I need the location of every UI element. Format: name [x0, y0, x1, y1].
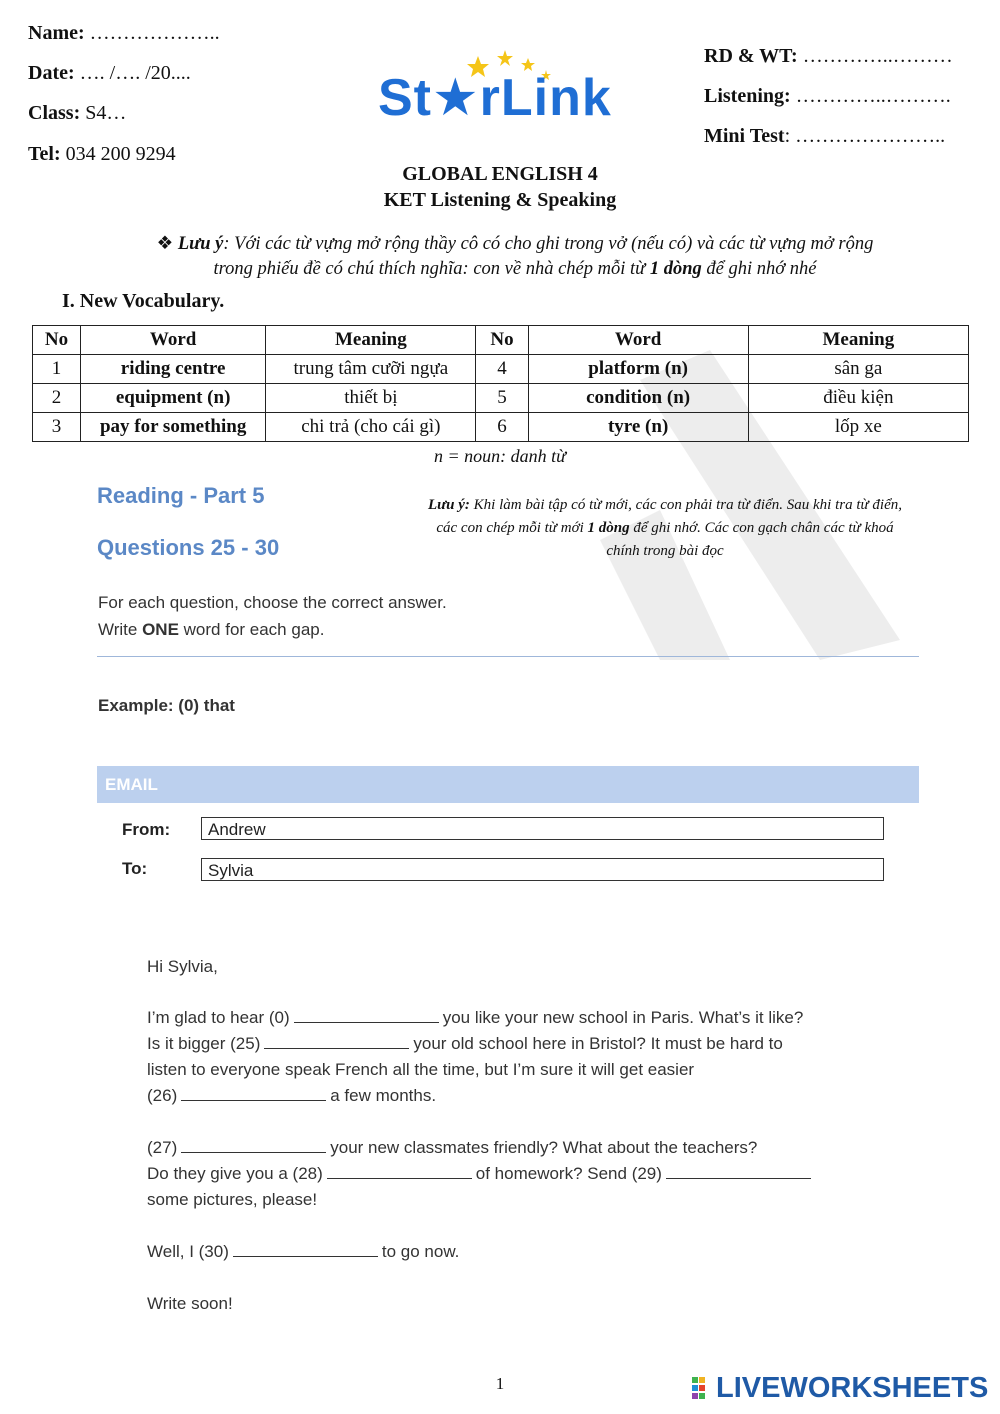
email-paragraph-3 — [147, 1239, 459, 1265]
minitest-line — [704, 125, 945, 148]
text-run: I’m glad to hear (0) — [147, 1008, 290, 1027]
instruction-text-c: word for each gap. — [178, 620, 325, 639]
reading-note-line-2 — [395, 517, 935, 540]
col-header: Meaning — [748, 326, 968, 355]
note-label: Lưu ý — [177, 234, 224, 254]
email-closing: Write soon! — [147, 1294, 233, 1313]
note-text-1: : Với các từ vựng mở rộng thầy cô có cho ghi trong vở (nếu có) và các từ vựng mở rộng — [223, 234, 874, 254]
table-row — [33, 413, 969, 442]
vocab-heading: I. New Vocabulary. — [62, 290, 225, 312]
paragraph-line — [147, 1135, 907, 1161]
text-run: you like your new school in Paris. What’s it like? — [442, 1008, 804, 1027]
cell-no: 5 — [476, 384, 528, 413]
gap-28[interactable] — [327, 1164, 472, 1179]
example-line: Example: (0) that — [98, 696, 235, 715]
section-title: KET Listening & Speaking — [383, 189, 617, 211]
note-text-2a: trong phiếu đề có chú thích nghĩa: con về nhà chép mỗi từ — [213, 259, 650, 279]
text-run: to go now. — [381, 1242, 460, 1261]
reading-note-line-1 — [395, 494, 935, 517]
minitest-value[interactable]: : ………………….. — [784, 125, 946, 147]
text-run: (26) — [147, 1086, 178, 1105]
email-header-bar — [97, 766, 919, 803]
gap-30[interactable] — [233, 1242, 378, 1257]
cell-meaning: điều kiện — [748, 384, 968, 413]
cell-word: platform (n) — [528, 355, 748, 384]
name-line — [28, 22, 220, 45]
text-run: (27) — [147, 1138, 178, 1157]
gap-26[interactable] — [181, 1086, 326, 1101]
liveworksheets-text: LIVEWORKSHEETS — [716, 1372, 989, 1404]
gap-25[interactable] — [264, 1034, 409, 1049]
cell-no: 1 — [33, 355, 81, 384]
tel-label: Tel: — [28, 143, 61, 165]
reading-note-line-3: chính trong bài đọc — [606, 543, 724, 559]
text-run: Is it bigger (25) — [147, 1034, 261, 1053]
paragraph-line: some pictures, please! — [147, 1190, 318, 1209]
table-row — [33, 384, 969, 413]
rdwt-label: RD & WT: — [704, 45, 798, 67]
email-bar-label: EMAIL — [105, 775, 158, 794]
cell-word: condition (n) — [528, 384, 748, 413]
col-header: Meaning — [266, 326, 476, 355]
cell-word: pay for something — [81, 413, 266, 442]
class-value: S4… — [85, 102, 127, 124]
cell-word: riding centre — [81, 355, 266, 384]
cell-no: 4 — [476, 355, 528, 384]
note-line-2 — [100, 257, 930, 282]
instruction-text-b: ONE — [142, 620, 179, 639]
reading-note — [395, 494, 935, 563]
name-value[interactable]: ……………….. — [89, 22, 220, 44]
listening-value[interactable]: …………..………. — [795, 85, 951, 107]
cell-meaning: chi trả (cho cái gì) — [266, 413, 476, 442]
class-label: Class: — [28, 102, 81, 124]
email-greeting: Hi Sylvia, — [147, 957, 218, 976]
text-run: your old school here in Bristol? It must be hard to — [413, 1034, 783, 1053]
table-header-row — [33, 326, 969, 355]
logo-text: St★rLink — [378, 69, 612, 127]
vocab-table — [32, 325, 969, 442]
cell-no: 6 — [476, 413, 528, 442]
bullet-icon: ❖ — [156, 234, 174, 254]
cell-no: 2 — [33, 384, 81, 413]
paragraph-line — [147, 1161, 907, 1187]
date-value[interactable]: …. /…. /20.... — [79, 62, 191, 84]
listening-label: Listening: — [704, 85, 791, 107]
reading-part-title: Reading - Part 5 — [97, 483, 265, 508]
tel-value: 034 200 9294 — [65, 143, 176, 165]
col-header: No — [476, 326, 528, 355]
gap-27[interactable] — [181, 1138, 326, 1153]
note-text-2c: để ghi nhớ nhé — [701, 259, 817, 279]
paragraph-line — [147, 1005, 907, 1031]
starlink-logo — [378, 48, 628, 138]
text-run: Well, I (30) — [147, 1242, 229, 1261]
instruction-line-1: For each question, choose the correct answer. — [98, 593, 447, 612]
note-line-1 — [100, 232, 930, 257]
from-field: Andrew — [201, 817, 884, 840]
col-header: Word — [528, 326, 748, 355]
text-run: your new classmates friendly? What about the teachers? — [330, 1138, 758, 1157]
paragraph-line — [147, 1031, 907, 1057]
reading-note-text-1: Khi làm bài tập có từ mới, các con phải tra từ điển. Sau khi tra từ điển, — [469, 497, 902, 513]
cell-meaning: lốp xe — [748, 413, 968, 442]
questions-title: Questions 25 - 30 — [97, 535, 280, 560]
text-run: a few months. — [330, 1086, 437, 1105]
rdwt-value[interactable]: …………..……… — [802, 45, 953, 67]
vocab-footnote: n = noun: danh từ — [434, 446, 566, 466]
divider — [97, 656, 919, 657]
page-number: 1 — [495, 1374, 505, 1393]
table-row — [33, 355, 969, 384]
reading-note-text-2c: để ghi nhớ. Các con gạch chân các từ khoá — [629, 520, 894, 536]
instructions — [98, 589, 447, 643]
paragraph-line — [147, 1083, 907, 1109]
date-label: Date: — [28, 62, 75, 84]
course-title: GLOBAL ENGLISH 4 — [402, 163, 598, 185]
cell-meaning: trung tâm cưỡi ngựa — [266, 355, 476, 384]
from-label: From: — [122, 820, 171, 839]
col-header: Word — [81, 326, 266, 355]
minitest-label: Mini Test — [704, 125, 785, 147]
reading-note-label: Lưu ý: — [428, 497, 470, 513]
instruction-text-a: Write — [98, 620, 143, 639]
rdwt-line — [704, 45, 953, 68]
listening-line — [704, 85, 951, 108]
note-text-2b: 1 dòng — [649, 259, 702, 279]
paragraph-line: listen to everyone speak French all the time, but I’m sure it will get easier — [147, 1060, 695, 1079]
cell-word: equipment (n) — [81, 384, 266, 413]
cell-meaning: thiết bị — [266, 384, 476, 413]
cell-meaning: sân ga — [748, 355, 968, 384]
to-field: Sylvia — [201, 858, 884, 881]
email-paragraph-2 — [147, 1135, 907, 1213]
name-label: Name: — [28, 22, 85, 44]
class-line — [28, 102, 126, 125]
col-header: No — [33, 326, 81, 355]
gap-29[interactable] — [666, 1164, 811, 1179]
date-line — [28, 62, 191, 85]
cell-word: tyre (n) — [528, 413, 748, 442]
text-run: Do they give you a (28) — [147, 1164, 323, 1183]
text-run: of homework? Send (29) — [475, 1164, 662, 1183]
instruction-line-2 — [98, 616, 447, 643]
cell-no: 3 — [33, 413, 81, 442]
reading-note-text-2b: 1 dòng — [587, 520, 630, 536]
email-paragraph-1 — [147, 1005, 907, 1109]
reading-note-text-2a: các con chép mỗi từ mới — [436, 520, 588, 536]
gap-0[interactable] — [294, 1008, 439, 1023]
to-label: To: — [122, 859, 148, 878]
liveworksheets-icon — [692, 1377, 714, 1403]
